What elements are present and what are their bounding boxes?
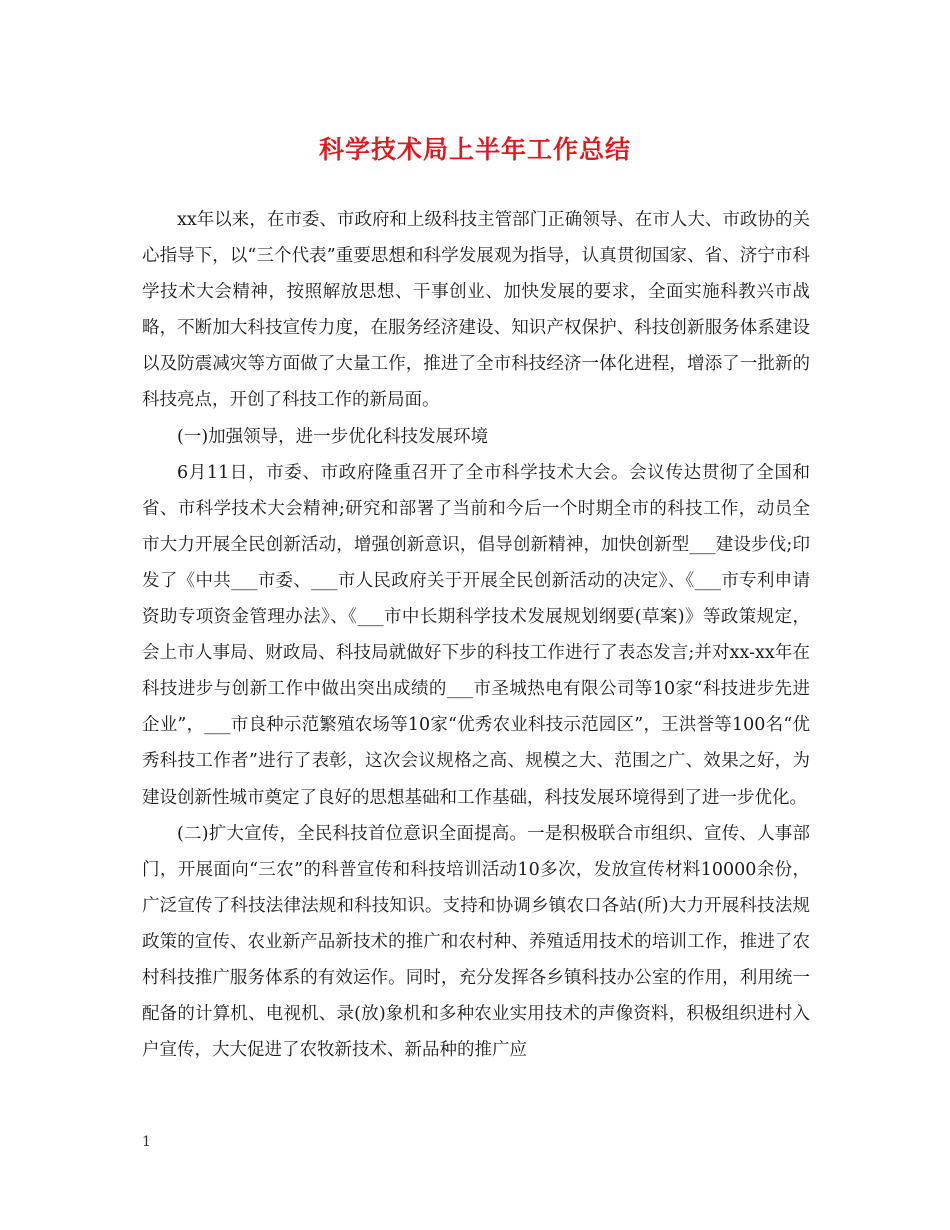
page-number: 1 (142, 1134, 151, 1150)
section-heading-1: (一)加强领导，进一步优化科技发展环境 (177, 426, 489, 447)
paragraph-intro: xx年以来，在市委、市政府和上级科技主管部门正确领导、在市人大、市政协的关心指导下，以“三个代表”重要思想和科学发展观为指导，认真贯彻国家、省、济宁市科学技术大会精神，按照解放思想、干事创业、加快发展的要求，全面实施科教兴市战略，不断加大科技宣传力度，在服务经济建设、知识产权保护、科技创新服务体系建设以及防震减灾等方面做了大量工作，推进了全市科技经济一体化进程，增添了一批新的科技亮点，开创了科技工作的新局面。 (142, 210, 810, 411)
document-title: 科学技术局上半年工作总结 (318, 135, 631, 164)
document-body (142, 202, 810, 1068)
paragraph-conference: 6月11日，市委、市政府隆重召开了全市科学技术大会。会议传达贯彻了全国和省、市科学技术大会精神;研究和部署了当前和今后一个时期全市的科技工作，动员全市大力开展全民创新活动，增强创新意识，倡导创新精神，加快创新型___建设步伐;印发了《中共___市委、___市人民政府关于开展全民创新活动的决定》、《___市专利申请资助专项资金管理办法》、《___市中长期科学技术发展规划纲要(草案)》等政策规定，会上市人事局、财政局、科技局就做好下步的科技工作进行了表态发言;并对xx-xx年在科技进步与创新工作中做出突出成绩的___市圣城热电有限公司等10家“科技进步先进企业”，___市良种示范繁殖农场等10家“优秀农业科技示范园区”，王洪誉等100名“优秀科技工作者”进行了表彰，这次会议规格之高、规模之大、范围之广、效果之好，为建设创新性城市奠定了良好的思想基础和工作基础，科技发展环境得到了进一步优化。 (142, 462, 810, 808)
paragraph-publicity: (二)扩大宣传，全民科技首位意识全面提高。一是积极联合市组织、宣传、人事部门，开展面向“三农”的科普宣传和科技培训活动10多次，发放宣传材料10000余份，广泛宣传了科技法律法规和科技知识。支持和协调乡镇农口各站(所)大力开展科技法规政策的宣传、农业新产品新技术的推广和农村种、养殖适用技术的培训工作，推进了农村科技推广服务体系的有效运作。同时，充分发挥各乡镇科技办公室的作用，利用统一配备的计算机、电视机、录(放)象机和多种农业实用技术的声像资料，积极组织进村入户宣传，大大促进了农牧新技术、新品种的推广应 (142, 823, 810, 1061)
